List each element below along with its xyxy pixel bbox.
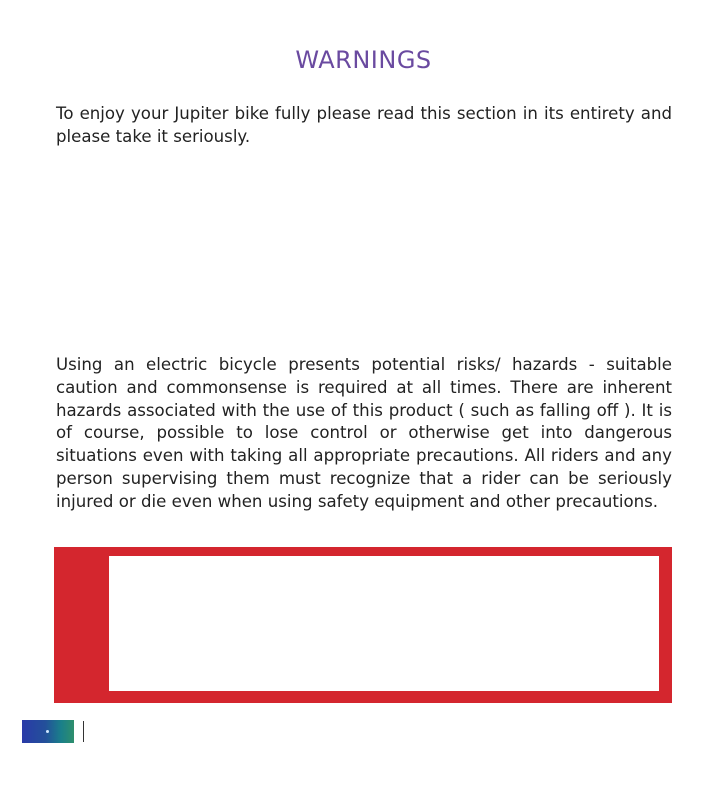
logo-spark-icon — [46, 730, 49, 733]
page-title: WARNINGS — [295, 46, 432, 74]
intro-paragraph: To enjoy your Jupiter bike fully please read this section in its entirety and please take it seriously. — [56, 104, 672, 146]
warning-callout-box — [54, 547, 672, 703]
risk-paragraph: Using an electric bicycle presents potential risks/ hazards - suitable caution and commonsense is required at all times. There are inherent hazards associated with the use of this product ( such as falling off ). It is of course, possible to lose control or otherwise get into dangerous situations even with taking all appropriate precautions. All riders and any person supervising them must recognize that a rider can be seriously injured or die even when using safety equipment and other precautions. — [56, 355, 672, 511]
brand-logo — [22, 720, 74, 743]
footer-divider — [83, 721, 84, 742]
warning-callout-content — [109, 556, 659, 691]
